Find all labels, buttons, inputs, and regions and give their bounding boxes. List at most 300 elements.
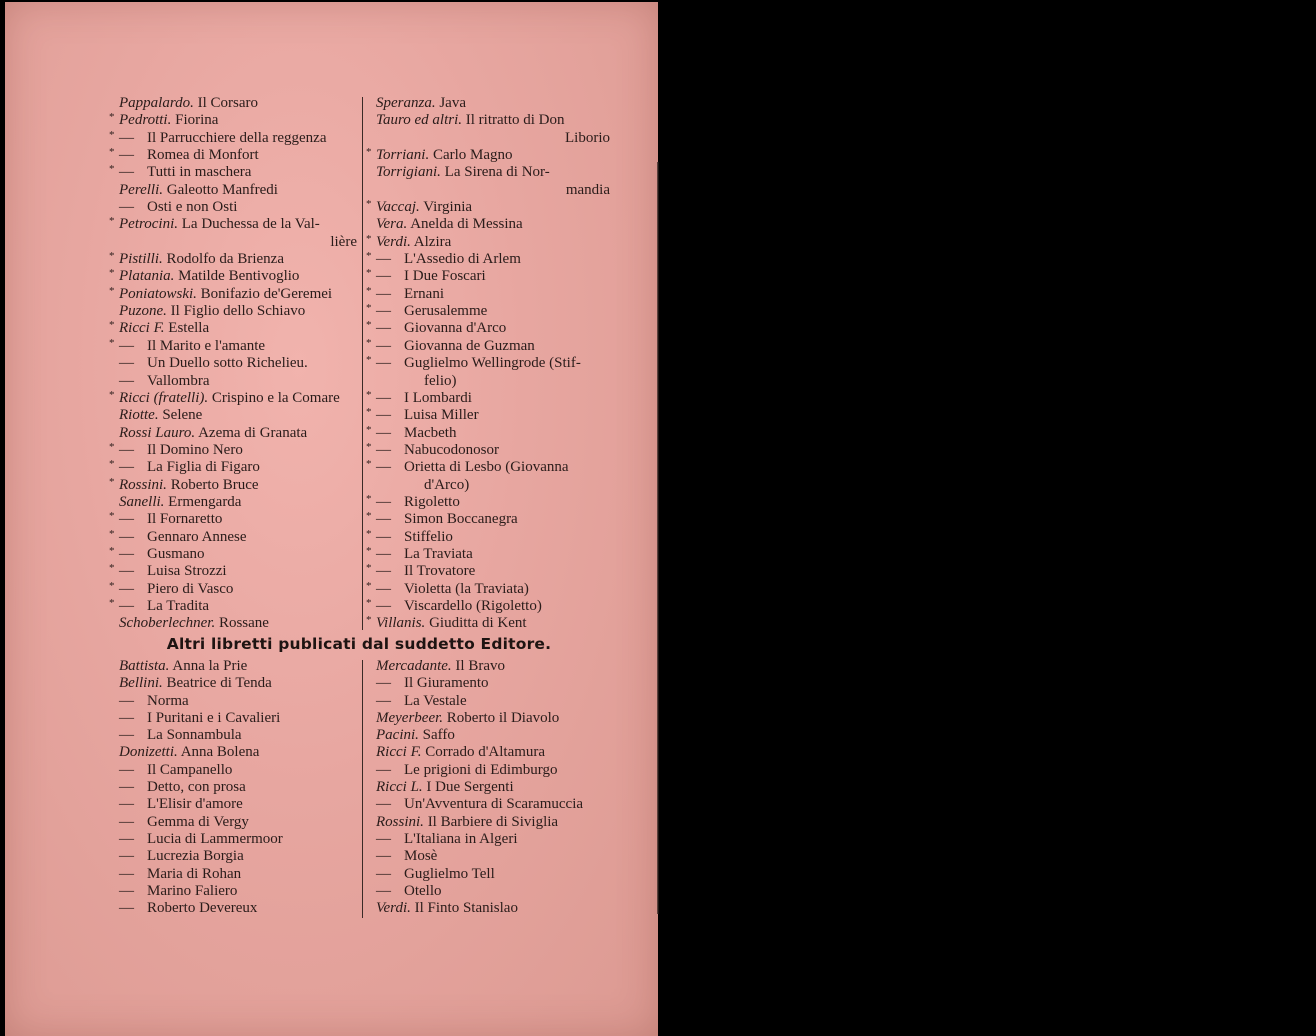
catalog-entry <box>366 866 614 883</box>
ditto-dash: — <box>119 848 134 865</box>
catalog-entry <box>109 130 361 147</box>
continuation-text: Liborio <box>565 129 610 146</box>
catalog-entry <box>109 147 361 164</box>
catalog-entry <box>109 546 361 563</box>
catalog-entry <box>366 615 614 632</box>
opera-title: Maria di Rohan <box>147 865 242 882</box>
asterisk-mark: * <box>366 250 372 263</box>
composer-name: Verdi. <box>376 900 411 917</box>
opera-title: Vallombra <box>147 372 210 389</box>
ditto-dash: — <box>119 372 134 389</box>
composer-name: Pacini. <box>376 727 419 744</box>
catalog-entry <box>109 182 361 199</box>
catalog-entry <box>109 95 361 112</box>
opera-title: Nabucodonosor <box>404 441 499 458</box>
opera-title: I Lombardi <box>404 389 472 406</box>
composer-name: Petrocini. <box>119 216 179 233</box>
ditto-dash: — <box>119 459 134 476</box>
composer-name: Rossini. <box>376 813 424 830</box>
opera-title: Java <box>439 95 466 111</box>
catalog-entry <box>366 710 614 727</box>
ditto-dash: — <box>119 796 134 813</box>
asterisk-mark: * <box>109 267 115 280</box>
composer-name: Tauro ed altri. <box>376 112 462 129</box>
opera-title: Il Figlio dello Schiavo <box>170 303 306 320</box>
ditto-dash: — <box>119 129 134 146</box>
asterisk-mark: * <box>366 302 372 315</box>
catalog-entry <box>366 268 614 285</box>
catalog-entry <box>109 164 361 181</box>
column-divider-upper <box>362 97 363 630</box>
opera-title: Otello <box>404 882 442 899</box>
composer-name: Schoberlechner. <box>119 615 216 632</box>
catalog-entry <box>109 112 361 129</box>
opera-title: Viscardello (Rigoletto) <box>404 597 542 614</box>
catalog-entry <box>366 164 614 181</box>
ditto-dash: — <box>376 597 391 614</box>
opera-title: Galeotto Manfredi <box>166 181 278 198</box>
ditto-dash: — <box>376 563 391 580</box>
opera-title: Piero di Vasco <box>147 580 234 597</box>
asterisk-mark: * <box>366 440 372 453</box>
catalog-entry <box>109 762 361 779</box>
opera-title: Mosè <box>404 848 438 865</box>
catalog-entry <box>366 581 614 598</box>
opera-title: Marino Faliero <box>147 882 238 899</box>
ditto-dash: — <box>376 511 391 528</box>
composer-name: Vera. <box>376 216 408 233</box>
asterisk-mark: * <box>109 250 115 263</box>
composer-name: Verdi. <box>376 233 411 250</box>
opera-title: Le prigioni di Edimburgo <box>404 761 558 778</box>
ditto-dash: — <box>119 199 134 216</box>
opera-title: Rossane <box>218 615 269 632</box>
catalog-entry <box>109 459 361 476</box>
asterisk-mark: * <box>109 146 115 159</box>
asterisk-mark: * <box>366 267 372 280</box>
ditto-dash: — <box>376 285 391 302</box>
composer-name: Rossi Lauro. <box>119 424 196 441</box>
asterisk-mark: * <box>109 284 115 297</box>
ditto-dash: — <box>376 251 391 268</box>
asterisk-mark: * <box>109 440 115 453</box>
ditto-dash: — <box>119 580 134 597</box>
catalog-entry <box>109 883 361 900</box>
ditto-dash: — <box>376 882 391 899</box>
opera-title: Lucia di Lammermoor <box>147 830 283 847</box>
catalog-entry <box>109 268 361 285</box>
catalog-entry <box>366 529 614 546</box>
composer-name: Pedrotti. <box>119 112 172 129</box>
opera-title: Il Barbiere di Siviglia <box>427 813 559 830</box>
catalog-entry <box>366 831 614 848</box>
catalog-entry <box>366 112 614 129</box>
catalog-entry <box>109 303 361 320</box>
opera-title: Gerusalemme <box>404 303 488 320</box>
asterisk-mark: * <box>366 492 372 505</box>
catalog-entry <box>366 900 614 917</box>
continuation-text: mandia <box>565 181 610 198</box>
asterisk-mark: * <box>366 198 372 211</box>
catalog-entry <box>366 727 614 744</box>
opera-title: Anelda di Messina <box>410 216 523 233</box>
opera-title: L'Assedio di Arlem <box>404 251 521 268</box>
opera-title: Matilde Bentivoglio <box>178 268 300 285</box>
opera-title: La Vestale <box>404 692 467 709</box>
catalog-entry <box>109 563 361 580</box>
asterisk-mark: * <box>366 579 372 592</box>
catalog-entry <box>109 216 361 233</box>
catalog-entry <box>109 675 361 692</box>
catalog-entry <box>366 251 614 268</box>
entry-continuation <box>109 234 361 251</box>
asterisk-mark: * <box>366 423 372 436</box>
asterisk-mark: * <box>366 562 372 575</box>
composer-name: Puzone. <box>119 303 167 320</box>
catalog-entry <box>366 355 614 372</box>
asterisk-mark: * <box>109 562 115 575</box>
opera-title: Orietta di Lesbo (Giovanna <box>404 459 569 476</box>
catalog-entry <box>109 796 361 813</box>
opera-title: Il ritratto di Don <box>465 112 565 129</box>
asterisk-mark: * <box>109 475 115 488</box>
catalog-entry <box>109 494 361 511</box>
opera-title: Simon Boccanegra <box>404 511 518 528</box>
catalog-entry <box>366 147 614 164</box>
ditto-dash: — <box>119 830 134 847</box>
asterisk-mark: * <box>366 544 372 557</box>
catalog-entry <box>366 796 614 813</box>
ditto-dash: — <box>119 355 134 372</box>
asterisk-mark: * <box>366 510 372 523</box>
catalog-entry <box>366 814 614 831</box>
ditto-dash: — <box>119 779 134 796</box>
catalog-entry <box>366 546 614 563</box>
catalog-entry <box>366 320 614 337</box>
asterisk-mark: * <box>366 458 372 471</box>
continuation-text: lière <box>330 233 357 250</box>
entry-continuation <box>366 130 614 147</box>
catalog-entry <box>366 762 614 779</box>
catalog-entry <box>366 459 614 476</box>
ditto-dash: — <box>376 424 391 441</box>
ditto-dash: — <box>376 545 391 562</box>
composer-name: Platania. <box>119 268 175 285</box>
opera-title: Un Duello sotto Richelieu. <box>147 355 308 372</box>
ditto-dash: — <box>119 597 134 614</box>
ditto-dash: — <box>376 675 391 692</box>
asterisk-mark: * <box>109 510 115 523</box>
opera-title: Roberto Devereux <box>147 900 258 917</box>
upper-left-column <box>109 95 361 633</box>
opera-title: Il Marito e l'amante <box>147 337 266 354</box>
ditto-dash: — <box>376 761 391 778</box>
asterisk-mark: * <box>109 336 115 349</box>
catalog-entry <box>109 693 361 710</box>
opera-title: Gennaro Annese <box>147 528 247 545</box>
opera-title: Gemma di Vergy <box>147 813 249 830</box>
opera-title: Ermengarda <box>168 493 242 510</box>
asterisk-mark: * <box>109 458 115 471</box>
catalog-entry <box>366 425 614 442</box>
composer-name: Riotte. <box>119 407 159 424</box>
asterisk-mark: * <box>366 388 372 401</box>
catalog-entry <box>366 779 614 796</box>
catalog-entry <box>109 581 361 598</box>
ditto-dash: — <box>119 337 134 354</box>
ditto-dash: — <box>376 865 391 882</box>
asterisk-mark: * <box>366 146 372 159</box>
opera-title: Azema di Granata <box>198 424 308 441</box>
opera-title: La Tradita <box>147 597 210 614</box>
composer-name: Ricci F. <box>119 320 165 337</box>
ditto-dash: — <box>376 268 391 285</box>
catalog-entry <box>109 744 361 761</box>
opera-title: Fiorina <box>175 112 219 129</box>
entry-continuation <box>366 182 614 199</box>
ditto-dash: — <box>376 692 391 709</box>
opera-title: Beatrice di Tenda <box>166 675 272 692</box>
ditto-dash: — <box>119 545 134 562</box>
opera-title: Luisa Strozzi <box>147 563 227 580</box>
catalog-entry <box>366 658 614 675</box>
asterisk-mark: * <box>366 527 372 540</box>
catalog-entry <box>109 373 361 390</box>
opera-title: Anna la Prie <box>172 658 248 674</box>
opera-title: La Figlia di Figaro <box>147 459 260 476</box>
opera-title: Crispino e la Comare <box>211 389 340 406</box>
ditto-dash: — <box>119 147 134 164</box>
ditto-dash: — <box>376 441 391 458</box>
catalog-entry <box>109 511 361 528</box>
catalog-entry <box>366 303 614 320</box>
opera-title: Detto, con prosa <box>147 779 246 796</box>
opera-title: Il Campanello <box>147 761 233 778</box>
catalog-entry <box>109 338 361 355</box>
ditto-dash: — <box>376 580 391 597</box>
composer-name: Mercadante. <box>376 658 452 674</box>
composer-name: Torriani. <box>376 147 430 164</box>
asterisk-mark: * <box>109 319 115 332</box>
catalog-entry <box>109 848 361 865</box>
opera-title: Alzira <box>413 233 452 250</box>
continuation-text: d'Arco) <box>424 476 470 493</box>
catalog-entry <box>109 442 361 459</box>
opera-title: Carlo Magno <box>432 147 513 164</box>
opera-title: Guglielmo Wellingrode (Stif- <box>404 355 581 372</box>
ditto-dash: — <box>376 407 391 424</box>
catalog-entry <box>109 900 361 917</box>
catalog-entry <box>366 390 614 407</box>
ditto-dash: — <box>376 355 391 372</box>
opera-title: Il Trovatore <box>404 563 476 580</box>
opera-title: Anna Bolena <box>180 744 260 761</box>
catalog-entry <box>109 286 361 303</box>
catalog-entry <box>109 407 361 424</box>
opera-title: Corrado d'Altamura <box>425 744 546 761</box>
page-edge-line <box>657 162 659 914</box>
ditto-dash: — <box>119 727 134 744</box>
catalog-entry <box>109 529 361 546</box>
opera-title: Selene <box>162 407 203 424</box>
composer-name: Villanis. <box>376 615 426 632</box>
catalog-entry <box>109 831 361 848</box>
ditto-dash: — <box>119 164 134 181</box>
opera-title: L'Elisir d'amore <box>147 796 243 813</box>
asterisk-mark: * <box>366 284 372 297</box>
catalog-entry <box>366 95 614 112</box>
composer-name: Bellini. <box>119 675 163 692</box>
ditto-dash: — <box>376 528 391 545</box>
composer-name: Donizetti. <box>119 744 178 761</box>
asterisk-mark: * <box>109 544 115 557</box>
asterisk-mark: * <box>109 163 115 176</box>
asterisk-mark: * <box>109 579 115 592</box>
catalog-page <box>5 2 658 1036</box>
ditto-dash: — <box>119 900 134 917</box>
opera-title: Violetta (la Traviata) <box>404 580 529 597</box>
catalog-entry <box>366 744 614 761</box>
opera-title: La Sonnambula <box>147 727 242 744</box>
composer-name: Torrigiani. <box>376 164 441 181</box>
composer-name: Pappalardo. <box>119 95 194 111</box>
ditto-dash: — <box>119 882 134 899</box>
opera-title: Luisa Miller <box>404 407 479 424</box>
asterisk-mark: * <box>366 596 372 609</box>
ditto-dash: — <box>119 865 134 882</box>
opera-title: Saffo <box>422 727 455 744</box>
ditto-dash: — <box>376 796 391 813</box>
column-divider-lower <box>362 660 363 918</box>
opera-title: Macbeth <box>404 424 457 441</box>
catalog-entry <box>366 286 614 303</box>
entry-continuation <box>366 373 614 390</box>
catalog-entry <box>366 848 614 865</box>
opera-title: Il Finto Stanislao <box>414 900 518 917</box>
opera-title: Giovanna d'Arco <box>404 320 507 337</box>
opera-title: Roberto Bruce <box>170 476 259 493</box>
catalog-entry <box>109 251 361 268</box>
opera-title: Norma <box>147 692 189 709</box>
asterisk-mark: * <box>109 527 115 540</box>
catalog-entry <box>109 658 361 675</box>
opera-title: Lucrezia Borgia <box>147 848 244 865</box>
asterisk-mark: * <box>366 319 372 332</box>
lower-right-column <box>366 658 614 917</box>
opera-title: Giuditta di Kent <box>429 615 527 632</box>
ditto-dash: — <box>119 813 134 830</box>
opera-title: Gusmano <box>147 545 205 562</box>
ditto-dash: — <box>119 528 134 545</box>
composer-name: Rossini. <box>119 476 167 493</box>
catalog-entry <box>109 615 361 632</box>
opera-title: Osti e non Osti <box>147 199 238 216</box>
opera-title: Il Domino Nero <box>147 441 243 458</box>
opera-title: Estella <box>168 320 210 337</box>
catalog-entry <box>366 216 614 233</box>
opera-title: Roberto il Diavolo <box>446 709 560 726</box>
opera-title: Un'Avventura di Scaramuccia <box>404 796 584 813</box>
opera-title: Il Bravo <box>455 658 505 674</box>
entry-continuation <box>366 477 614 494</box>
catalog-entry <box>109 425 361 442</box>
asterisk-mark: * <box>109 596 115 609</box>
ditto-dash: — <box>119 563 134 580</box>
catalog-entry <box>109 710 361 727</box>
catalog-entry <box>366 883 614 900</box>
opera-title: L'Italiana in Algeri <box>404 830 518 847</box>
composer-name: Sanelli. <box>119 493 165 510</box>
composer-name: Perelli. <box>119 181 164 198</box>
opera-title: I Due Foscari <box>404 268 486 285</box>
composer-name: Poniatowski. <box>119 285 197 302</box>
catalog-entry <box>366 511 614 528</box>
catalog-entry <box>109 320 361 337</box>
asterisk-mark: * <box>366 336 372 349</box>
catalog-entry <box>109 814 361 831</box>
opera-title: La Traviata <box>404 545 473 562</box>
catalog-entry <box>366 598 614 615</box>
composer-name: Pistilli. <box>119 251 163 268</box>
catalog-entry <box>366 442 614 459</box>
catalog-entry <box>366 338 614 355</box>
asterisk-mark: * <box>109 128 115 141</box>
composer-name: Vaccaj. <box>376 199 420 216</box>
catalog-entry <box>109 390 361 407</box>
opera-title: Bonifazio de'Geremei <box>200 285 333 302</box>
opera-title: La Sirena di Nor- <box>444 164 550 181</box>
ditto-dash: — <box>376 337 391 354</box>
composer-name: Ricci (fratelli). <box>119 389 209 406</box>
opera-title: Rigoletto <box>404 493 460 510</box>
catalog-entry <box>109 598 361 615</box>
opera-title: Il Fornaretto <box>147 511 223 528</box>
opera-title: La Duchessa de la Val- <box>181 216 320 233</box>
catalog-entry <box>366 693 614 710</box>
ditto-dash: — <box>119 692 134 709</box>
opera-title: Il Parrucchiere della reggenza <box>147 129 327 146</box>
catalog-entry <box>109 477 361 494</box>
catalog-entry <box>366 563 614 580</box>
opera-title: Virginia <box>423 199 473 216</box>
asterisk-mark: * <box>109 111 115 124</box>
ditto-dash: — <box>376 459 391 476</box>
asterisk-mark: * <box>109 215 115 228</box>
opera-title: Rodolfo da Brienza <box>166 251 284 268</box>
opera-title: I Due Sergenti <box>426 779 514 796</box>
composer-name: Speranza. <box>376 95 436 111</box>
ditto-dash: — <box>376 848 391 865</box>
catalog-entry <box>366 234 614 251</box>
opera-title: Il Giuramento <box>404 675 489 692</box>
ditto-dash: — <box>119 709 134 726</box>
catalog-entry <box>366 407 614 424</box>
catalog-entry <box>109 866 361 883</box>
asterisk-mark: * <box>366 232 372 245</box>
catalog-entry <box>366 675 614 692</box>
composer-name: Ricci L. <box>376 779 423 796</box>
catalog-entry <box>109 355 361 372</box>
asterisk-mark: * <box>366 614 372 627</box>
ditto-dash: — <box>376 493 391 510</box>
opera-title: Ernani <box>404 285 444 302</box>
ditto-dash: — <box>376 320 391 337</box>
lower-left-column <box>109 658 361 917</box>
ditto-dash: — <box>376 303 391 320</box>
opera-title: Stiffelio <box>404 528 453 545</box>
composer-name: Meyerbeer. <box>376 709 444 726</box>
ditto-dash: — <box>119 441 134 458</box>
